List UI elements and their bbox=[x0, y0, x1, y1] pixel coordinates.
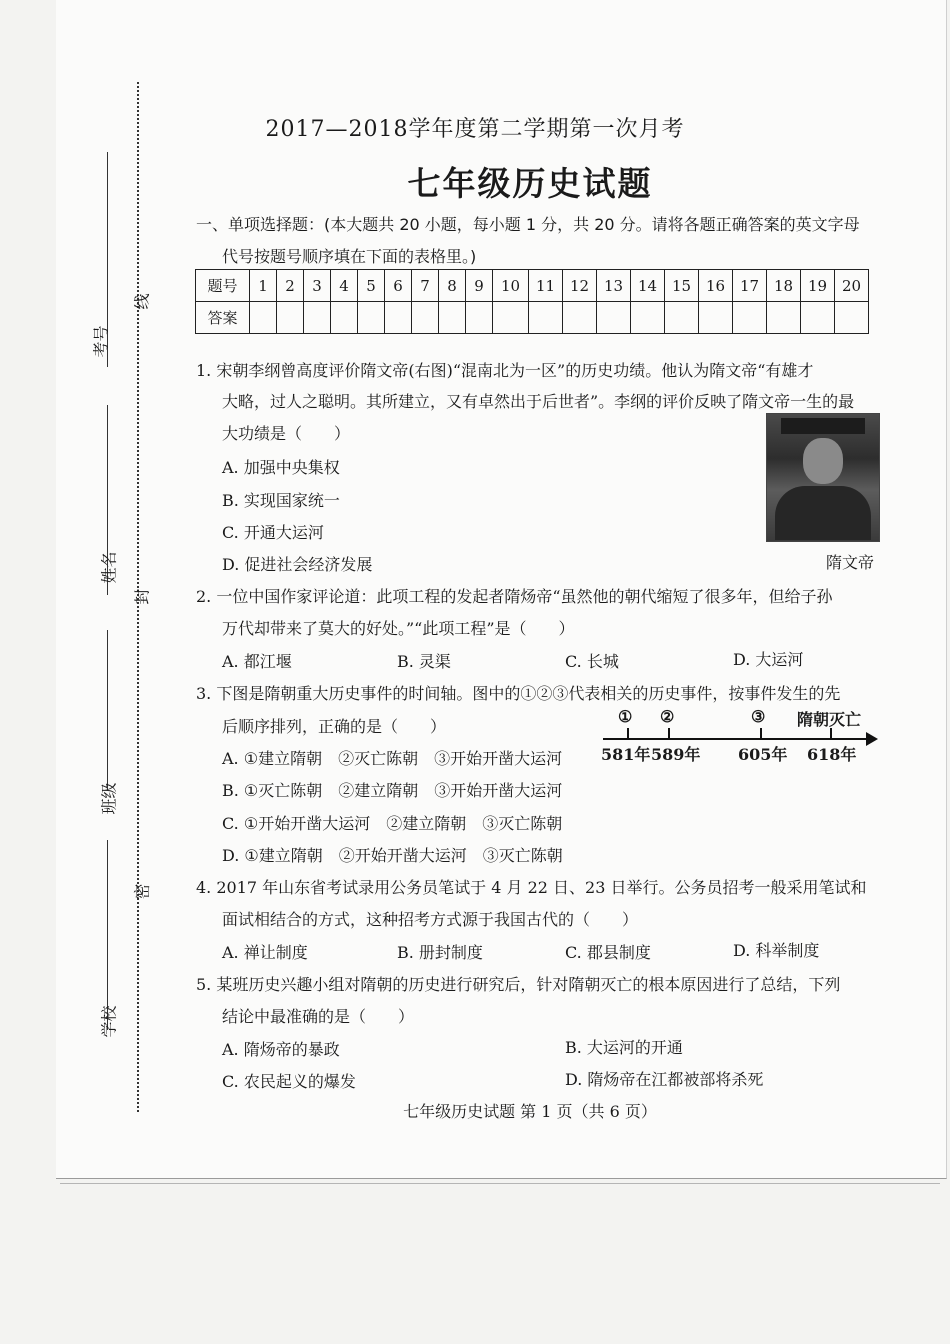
timeline-tick bbox=[627, 728, 629, 739]
table-row-answers bbox=[196, 302, 869, 334]
q4-option-c: C. 郡县制度 bbox=[565, 943, 651, 962]
q3-option-c: C. ①开始开凿大运河 ②建立隋朝 ③灭亡陈朝 bbox=[222, 814, 563, 833]
question-number: 13 bbox=[597, 270, 631, 302]
q1-stem-line3: 大功绩是（ ） bbox=[222, 424, 351, 443]
answer-cell[interactable] bbox=[801, 302, 835, 334]
q2-option-c: C. 长城 bbox=[565, 652, 619, 671]
question-number: 7 bbox=[412, 270, 439, 302]
school-line bbox=[107, 840, 108, 1030]
question-number: 3 bbox=[304, 270, 331, 302]
question-number: 1 bbox=[250, 270, 277, 302]
q2-option-b: B. 灵渠 bbox=[397, 652, 451, 671]
timeline-year-581: 581年 bbox=[601, 745, 651, 764]
q5-stem-line1: 5. 某班历史兴趣小组对隋朝的历史进行研究后，针对隋朝灭亡的根本原因进行了总结，下列 bbox=[196, 975, 841, 994]
q2-option-d: D. 大运河 bbox=[733, 650, 804, 669]
timeline-tick bbox=[668, 728, 670, 739]
question-number: 9 bbox=[466, 270, 493, 302]
timeline-marker-2: ② bbox=[660, 707, 675, 726]
section-instructions-line1: 一、单项选择题：(本大题共 20 小题，每小题 1 分，共 20 分。请将各题正确答案的英文字母 bbox=[196, 215, 860, 234]
answer-cell[interactable] bbox=[699, 302, 733, 334]
q1-option-d: D. 促进社会经济发展 bbox=[222, 555, 373, 574]
question-number: 16 bbox=[699, 270, 733, 302]
answer-cell[interactable] bbox=[597, 302, 631, 334]
answer-cell[interactable] bbox=[631, 302, 665, 334]
question-number: 15 bbox=[665, 270, 699, 302]
q1-option-c: C. 开通大运河 bbox=[222, 523, 324, 542]
seal-char-secret: 密 bbox=[132, 883, 152, 900]
exam-title: 七年级历史试题 bbox=[407, 164, 653, 203]
question-number: 6 bbox=[385, 270, 412, 302]
timeline-arrow-icon bbox=[866, 732, 878, 746]
q4-option-b: B. 册封制度 bbox=[397, 943, 483, 962]
section-instructions-line2: 代号按题号顺序填在下面的表格里。) bbox=[222, 247, 477, 266]
q1-option-b: B. 实现国家统一 bbox=[222, 491, 340, 510]
question-number: 8 bbox=[439, 270, 466, 302]
timeline-marker-sui-fall: 隋朝灭亡 bbox=[797, 710, 862, 729]
school-label: 学校 bbox=[99, 1005, 119, 1038]
answer-cell[interactable] bbox=[563, 302, 597, 334]
question-number: 4 bbox=[331, 270, 358, 302]
answer-cell[interactable] bbox=[835, 302, 869, 334]
timeline-tick bbox=[760, 728, 762, 739]
row-header-answer: 答案 bbox=[196, 302, 250, 334]
class-line bbox=[107, 630, 108, 790]
seal-char-line: 线 bbox=[132, 293, 152, 310]
timeline-marker-3: ③ bbox=[751, 707, 766, 726]
page-footer: 七年级历史试题 第 1 页（共 6 页） bbox=[403, 1102, 657, 1121]
q1-stem-line1: 1. 宋朝李纲曾高度评价隋文帝(右图)“混南北为一区”的历史功绩。他认为隋文帝“有雄才 bbox=[196, 361, 814, 380]
question-number: 17 bbox=[733, 270, 767, 302]
q2-stem-line1: 2. 一位中国作家评论道：此项工程的发起者隋炀帝“虽然他的朝代缩短了很多年，但给子孙 bbox=[196, 587, 833, 606]
answer-cell[interactable] bbox=[304, 302, 331, 334]
question-number: 14 bbox=[631, 270, 665, 302]
row-header-number: 题号 bbox=[196, 270, 250, 302]
exam-number-label: 考号 bbox=[91, 325, 111, 358]
q3-option-a: A. ①建立隋朝 ②灭亡陈朝 ③开始开凿大运河 bbox=[222, 749, 563, 768]
answer-cell[interactable] bbox=[529, 302, 563, 334]
q5-option-c: C. 农民起义的爆发 bbox=[222, 1072, 356, 1091]
q4-option-a: A. 禅让制度 bbox=[222, 943, 308, 962]
question-number: 5 bbox=[358, 270, 385, 302]
answer-cell[interactable] bbox=[733, 302, 767, 334]
question-number: 19 bbox=[801, 270, 835, 302]
answer-cell[interactable] bbox=[412, 302, 439, 334]
robe bbox=[775, 486, 871, 540]
exam-term-title: 2017—2018学年度第二学期第一次月考 bbox=[265, 117, 685, 142]
table-row-numbers bbox=[196, 270, 869, 302]
q2-stem-line2: 万代却带来了莫大的好处。”“此项工程”是（ ） bbox=[222, 619, 575, 638]
answer-cell[interactable] bbox=[250, 302, 277, 334]
seal-char-seal: 封 bbox=[132, 588, 152, 605]
q5-option-a: A. 隋炀帝的暴政 bbox=[222, 1040, 340, 1059]
q3-option-b: B. ①灭亡陈朝 ②建立隋朝 ③开始开凿大运河 bbox=[222, 781, 563, 800]
q3-stem-line1: 3. 下图是隋朝重大历史事件的时间轴。图中的①②③代表相关的历史事件，按事件发生的先 bbox=[196, 684, 841, 703]
name-label: 姓名 bbox=[99, 551, 119, 584]
timeline-year-618: 618年 bbox=[807, 745, 857, 764]
q5-option-b: B. 大运河的开通 bbox=[565, 1038, 683, 1057]
timeline-marker-1: ① bbox=[618, 707, 633, 726]
timeline-year-589: 589年 bbox=[651, 745, 701, 764]
answer-cell[interactable] bbox=[358, 302, 385, 334]
q3-stem-line2: 后顺序排列，正确的是（ ） bbox=[222, 717, 447, 736]
answer-table bbox=[195, 269, 869, 334]
answer-cell[interactable] bbox=[665, 302, 699, 334]
question-number: 12 bbox=[563, 270, 597, 302]
class-label: 班级 bbox=[99, 782, 119, 815]
q4-option-d: D. 科举制度 bbox=[733, 941, 820, 960]
answer-cell[interactable] bbox=[385, 302, 412, 334]
answer-cell[interactable] bbox=[439, 302, 466, 334]
q1-option-a: A. 加强中央集权 bbox=[222, 458, 340, 477]
emperor-wen-portrait bbox=[766, 413, 880, 542]
question-number: 2 bbox=[277, 270, 304, 302]
answer-cell[interactable] bbox=[277, 302, 304, 334]
face bbox=[803, 438, 843, 484]
scan-edge bbox=[60, 1183, 940, 1184]
answer-cell[interactable] bbox=[331, 302, 358, 334]
timeline-year-605: 605年 bbox=[738, 745, 788, 764]
crown bbox=[781, 418, 865, 434]
answer-cell[interactable] bbox=[493, 302, 529, 334]
q5-stem-line2: 结论中最准确的是（ ） bbox=[222, 1007, 415, 1026]
question-number: 10 bbox=[493, 270, 529, 302]
timeline-axis bbox=[603, 738, 873, 740]
portrait-caption: 隋文帝 bbox=[826, 553, 875, 572]
question-number: 11 bbox=[529, 270, 563, 302]
q2-option-a: A. 都江堰 bbox=[222, 652, 292, 671]
q3-option-d: D. ①建立隋朝 ②开始开凿大运河 ③灭亡陈朝 bbox=[222, 846, 563, 865]
question-number: 20 bbox=[835, 270, 869, 302]
q1-stem-line2: 大略，过人之聪明。其所建立，又有卓然出于后世者”。李纲的评价反映了隋文帝一生的最 bbox=[222, 392, 855, 411]
question-number: 18 bbox=[767, 270, 801, 302]
answer-cell[interactable] bbox=[767, 302, 801, 334]
q4-stem-line2: 面试相结合的方式，这种招考方式源于我国古代的（ ） bbox=[222, 910, 639, 929]
q4-stem-line1: 4. 2017 年山东省考试录用公务员笔试于 4 月 22 日、23 日举行。公务员招考一般采用笔试和 bbox=[196, 878, 867, 897]
answer-cell[interactable] bbox=[466, 302, 493, 334]
q5-option-d: D. 隋炀帝在江都被部将杀死 bbox=[565, 1070, 764, 1089]
